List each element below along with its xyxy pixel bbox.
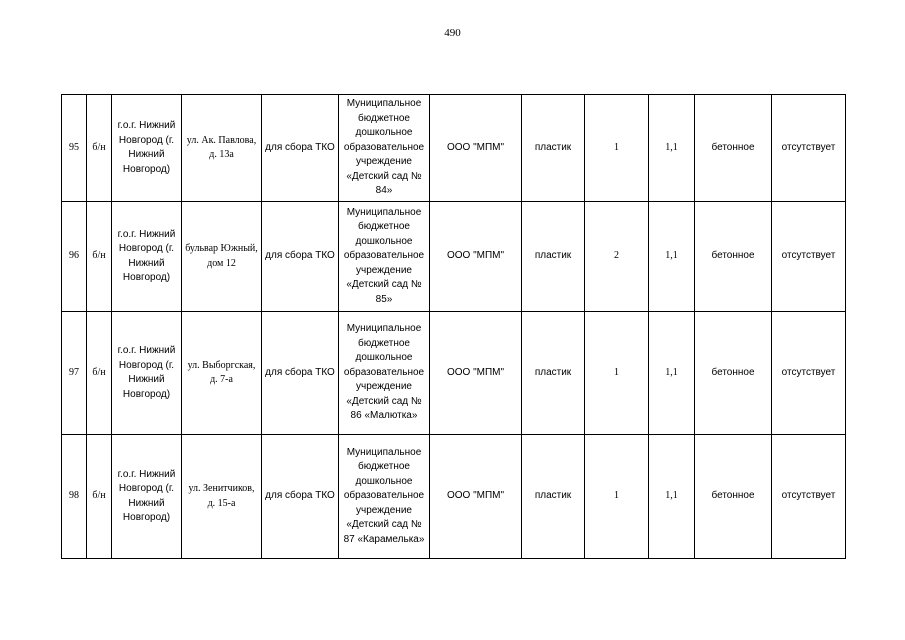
registry-number: б/н bbox=[87, 435, 112, 559]
purpose-cell: для сбора ТКО bbox=[262, 202, 339, 312]
operator-cell: ООО "МПМ" bbox=[430, 435, 522, 559]
material-cell: пластик bbox=[522, 312, 585, 435]
fence-cell: отсутствует bbox=[772, 435, 846, 559]
table-row bbox=[62, 95, 846, 202]
municipality-cell: г.о.г. Нижний Новгород (г. Нижний Новгород) bbox=[112, 435, 182, 559]
surface-cell: бетонное bbox=[695, 435, 772, 559]
registry-number: б/н bbox=[87, 312, 112, 435]
fence-cell: отсутствует bbox=[772, 95, 846, 202]
owner-cell: Муниципальное бюджетное дошкольное образовательное учреждение «Детский сад № 84» bbox=[339, 95, 430, 202]
container-volume-cell: 1,1 bbox=[649, 312, 695, 435]
address-cell: ул. Зенитчиков, д. 15-а bbox=[182, 435, 262, 559]
owner-cell: Муниципальное бюджетное дошкольное образовательное учреждение «Детский сад № 85» bbox=[339, 202, 430, 312]
row-number: 96 bbox=[62, 202, 87, 312]
purpose-cell: для сбора ТКО bbox=[262, 312, 339, 435]
operator-cell: ООО "МПМ" bbox=[430, 95, 522, 202]
owner-cell: Муниципальное бюджетное дошкольное образовательное учреждение «Детский сад № 87 «Карамелька» bbox=[339, 435, 430, 559]
operator-cell: ООО "МПМ" bbox=[430, 202, 522, 312]
fence-cell: отсутствует bbox=[772, 202, 846, 312]
table-row bbox=[62, 202, 846, 312]
surface-cell: бетонное bbox=[695, 202, 772, 312]
container-volume-cell: 1,1 bbox=[649, 435, 695, 559]
fence-cell: отсутствует bbox=[772, 312, 846, 435]
container-count-cell: 1 bbox=[585, 95, 649, 202]
material-cell: пластик bbox=[522, 95, 585, 202]
container-volume-cell: 1,1 bbox=[649, 202, 695, 312]
material-cell: пластик bbox=[522, 202, 585, 312]
surface-cell: бетонное bbox=[695, 95, 772, 202]
row-number: 98 bbox=[62, 435, 87, 559]
address-cell: ул. Выборгская, д. 7-а bbox=[182, 312, 262, 435]
address-cell: бульвар Южный, дом 12 bbox=[182, 202, 262, 312]
table-row bbox=[62, 435, 846, 559]
table-row bbox=[62, 312, 846, 435]
container-volume-cell: 1,1 bbox=[649, 95, 695, 202]
municipality-cell: г.о.г. Нижний Новгород (г. Нижний Новгород) bbox=[112, 312, 182, 435]
registry-number: б/н bbox=[87, 95, 112, 202]
page-number: 490 bbox=[444, 27, 461, 39]
material-cell: пластик bbox=[522, 435, 585, 559]
operator-cell: ООО "МПМ" bbox=[430, 312, 522, 435]
row-number: 95 bbox=[62, 95, 87, 202]
waste-sites-table bbox=[61, 94, 846, 559]
surface-cell: бетонное bbox=[695, 312, 772, 435]
container-count-cell: 1 bbox=[585, 435, 649, 559]
owner-cell: Муниципальное бюджетное дошкольное образовательное учреждение «Детский сад № 86 «Малютка» bbox=[339, 312, 430, 435]
registry-number: б/н bbox=[87, 202, 112, 312]
municipality-cell: г.о.г. Нижний Новгород (г. Нижний Новгород) bbox=[112, 202, 182, 312]
purpose-cell: для сбора ТКО bbox=[262, 435, 339, 559]
address-cell: ул. Ак. Павлова, д. 13а bbox=[182, 95, 262, 202]
container-count-cell: 2 bbox=[585, 202, 649, 312]
purpose-cell: для сбора ТКО bbox=[262, 95, 339, 202]
row-number: 97 bbox=[62, 312, 87, 435]
municipality-cell: г.о.г. Нижний Новгород (г. Нижний Новгород) bbox=[112, 95, 182, 202]
container-count-cell: 1 bbox=[585, 312, 649, 435]
